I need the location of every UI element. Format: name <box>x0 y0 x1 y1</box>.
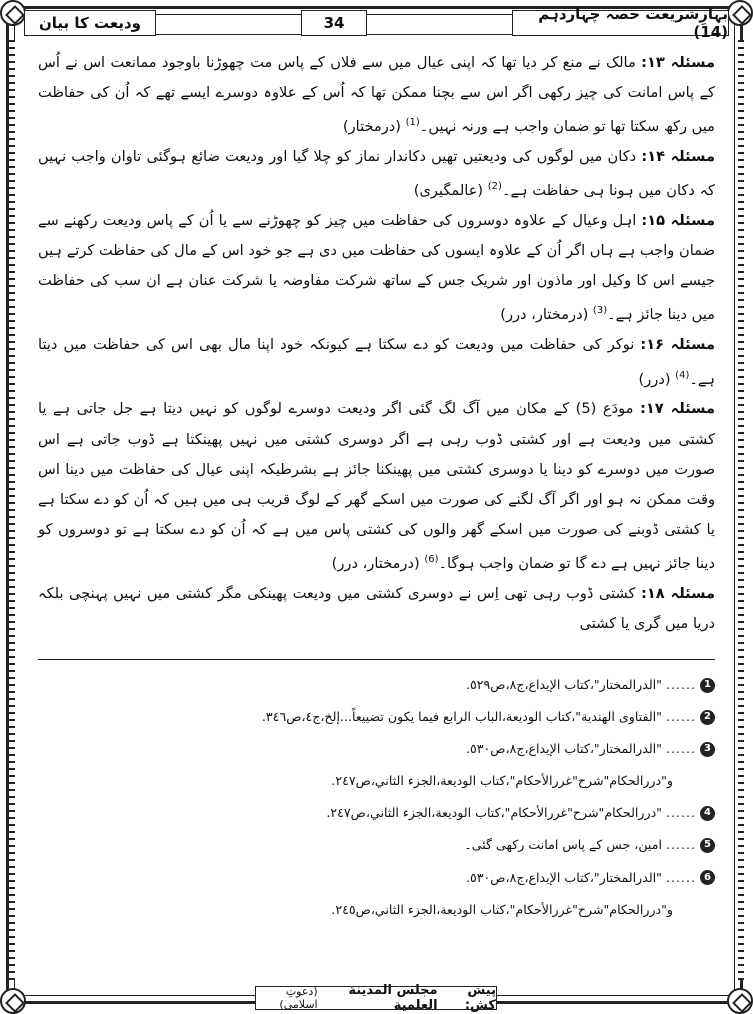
footnote-5 <box>38 829 715 861</box>
top-left-corner-ornament <box>0 0 26 26</box>
masala-13 <box>38 48 715 142</box>
masala-18 <box>38 579 715 639</box>
page-number: 34 <box>301 10 367 36</box>
footnote-ref: (4) <box>675 369 690 381</box>
footnote-4 <box>38 797 715 829</box>
footnote-leader: ...... <box>665 677 696 692</box>
masala-text: مالک نے منع کر دیا تھا کہ اپنی عیال میں سے فلاں کے پاس مت چھوڑنا باوجود ممانعت اس نے اُس کے پاس امانت کی چیز رکھی اگر اس سے بچنا ممکن تھا کہ اُس کے علاوہ دوسرے ایسے تھے کہ اُن کی حفاظت میں رکھ سکتا تھا تو ضمان واجب ہے ورنہ نہیں۔ <box>38 54 715 136</box>
footnote-number: 2 <box>700 710 715 725</box>
footnote-3 <box>38 733 715 765</box>
page-header <box>24 5 729 41</box>
publisher-sub: (دعوتِ اسلامی) <box>279 985 318 1011</box>
masala-text: اہل وعیال کے علاوہ دوسروں کی حفاظت میں چیز کو چھوڑنے سے یا اُن کے پاس ودیعت رکھنے سے ضمان واجب ہے ہاں اگر اُن کے علاوہ ایسوں کی حفاظت میں دی ہے جو خود اس کے مال کی حفاظت کرتے ہیں جیسے اس کا وکیل اور ماذون اور شریک جس کے ساتھ شرکت مفاوضہ یا شرکت عنان ہے ان سب کی حفاظت میں دینا جائز ہے۔ <box>38 212 715 324</box>
book-title: بہارِشریعت حصہ چہاردہم (14) <box>512 10 729 36</box>
masala-title: مسئلہ ۱۴: <box>641 148 715 166</box>
footnote-number: 4 <box>700 806 715 821</box>
masala-14 <box>38 142 715 206</box>
bottom-right-corner-ornament <box>727 988 753 1014</box>
masala-title: مسئلہ ۱۸: <box>641 584 715 602</box>
footnote-text: "الدرالمختار"،كتاب الإيداع،ج٨،ص٥٣٠. <box>465 741 662 757</box>
footnote-text: "الدرالمختار"،كتاب الإيداع،ج٨،ص٥٢٩. <box>465 677 662 692</box>
footnote-1 <box>38 669 715 701</box>
chapter-title: ودیعت کا بیان <box>24 10 156 36</box>
source-ref: (درمختار، درر) <box>331 554 425 572</box>
masala-16 <box>38 330 715 394</box>
publisher-name: مجلس المدينة العلمية <box>348 983 438 1013</box>
footnote-number: 1 <box>700 678 715 693</box>
right-border-ornament <box>738 40 744 980</box>
footnote-ref: (2) <box>487 181 502 193</box>
masala-text: نوکر کی حفاظت میں ودیعت کو دے سکتا ہے کیونکہ خود اپنا مال بھی اس کی حفاظت میں دیتا ہے۔ <box>38 336 715 388</box>
footnote-text: "الدرالمختار"،كتاب الإيداع،ج٨،ص٥٣٠. <box>465 869 662 885</box>
masala-text: کشتی ڈوب رہی تھی اِس نے دوسری کشتی میں ودیعت پھینکی مگر کشتی میں نہیں پہنچی بلکہ دریا میں گری یا کشتی <box>38 584 715 632</box>
masala-title: مسئلہ ۱۷: <box>640 400 715 418</box>
footnote-leader: ...... <box>665 837 696 853</box>
footnote-ref: (1) <box>405 117 420 129</box>
masala-text: دکان میں لوگوں کی ودیعتیں تھیں دکاندار نماز کو چلا گیا اور ودیعت ضائع ہوگئی تاوان واجب نہیں کہ دکان میں ہونا ہی حفاظت ہے۔ <box>38 148 715 200</box>
publisher-footer <box>255 983 497 1013</box>
masala-17 <box>38 394 715 578</box>
source-ref: (عالمگیری) <box>413 182 488 200</box>
masala-15 <box>38 206 715 330</box>
footnote-ref: (3) <box>592 305 608 317</box>
footnote-6-continuation: و"دررالحكام"شرح"غررالأحكام"،كتاب الوديعة،الجزء الثاني،ص٢٤٥. <box>331 901 673 917</box>
footnote-number: 6 <box>700 870 715 885</box>
footer-label: پیش کش: <box>464 983 496 1013</box>
footnote-6 <box>38 862 715 894</box>
masala-title: مسئلہ ۱۶: <box>640 336 715 354</box>
footnote-leader: ...... <box>665 709 696 725</box>
footnote-leader: ...... <box>665 805 696 821</box>
footnote-ref: (6) <box>424 553 439 565</box>
footnote-separator <box>38 659 715 660</box>
source-ref: (درر) <box>638 370 676 388</box>
footnotes <box>38 669 715 926</box>
source-ref: (درمختار، درر) <box>500 306 593 324</box>
masala-title: مسئلہ ۱۵: <box>641 212 715 230</box>
masala-text: مودَع (5) کے مکان میں آگ لگ گئی اگر ودیعت دوسرے لوگوں کو نہیں دیتا ہے جل جاتی ہے یا کشتی میں ودیعت ہے اور کشتی ڈوب رہی ہے اگر دوسری کشتی میں نہیں پھینکتا ہے ڈوب جاتی ہے اس صورت میں دوسرے کو دینا یا دوسری کشتی میں پھینکنا جائز ہے بشرطیکہ اپنی عیال کی حفاظت میں دینا اس وقت ممکن نہ ہو اور اگر آگ لگنے کی صورت میں اسکے گھر کے لوگ قریب ہی میں ہیں کہ اُن کو دے سکتا ہے یا کشتی ڈوبنے کی صورت میں اسکے گھر والوں کی کشتی پاس میں ہے کہ اُن کو دے سکتا ہے تو دوسروں کو دینا جائز نہیں ہے دے گا تو ضمان واجب ہوگا۔ <box>38 400 715 572</box>
bottom-left-corner-ornament <box>0 988 26 1014</box>
footnote-2 <box>38 701 715 733</box>
footnote-number: 5 <box>700 838 715 853</box>
footnote-text: امین، جس کے پاس امانت رکھی گئی۔ <box>464 837 662 853</box>
left-border-ornament <box>9 40 15 980</box>
footnote-leader: ...... <box>665 741 696 757</box>
footnote-number: 3 <box>700 742 715 757</box>
footnote-text: "دررالحكام"شرح"غررالأحكام"،كتاب الوديعة،الجزء الثاني،ص٢٤٧. <box>326 805 662 821</box>
footnote-leader: ...... <box>665 869 696 885</box>
masala-title: مسئلہ ۱۳: <box>641 54 715 71</box>
footnote-3-continuation: و"دررالحكام"شرح"غررالأحكام"،كتاب الوديعة،الجزء الثاني،ص٢٤٧. <box>331 773 673 789</box>
footnote-text: "الفتاوى الهندية"،كتاب الوديعة،الباب الرابع فيما يكون تضييعاً...إلخ،ج٤،ص٣٤٦. <box>261 709 662 725</box>
top-right-corner-ornament <box>727 0 753 26</box>
source-ref: (درمختار) <box>342 118 406 136</box>
main-text <box>38 48 715 639</box>
